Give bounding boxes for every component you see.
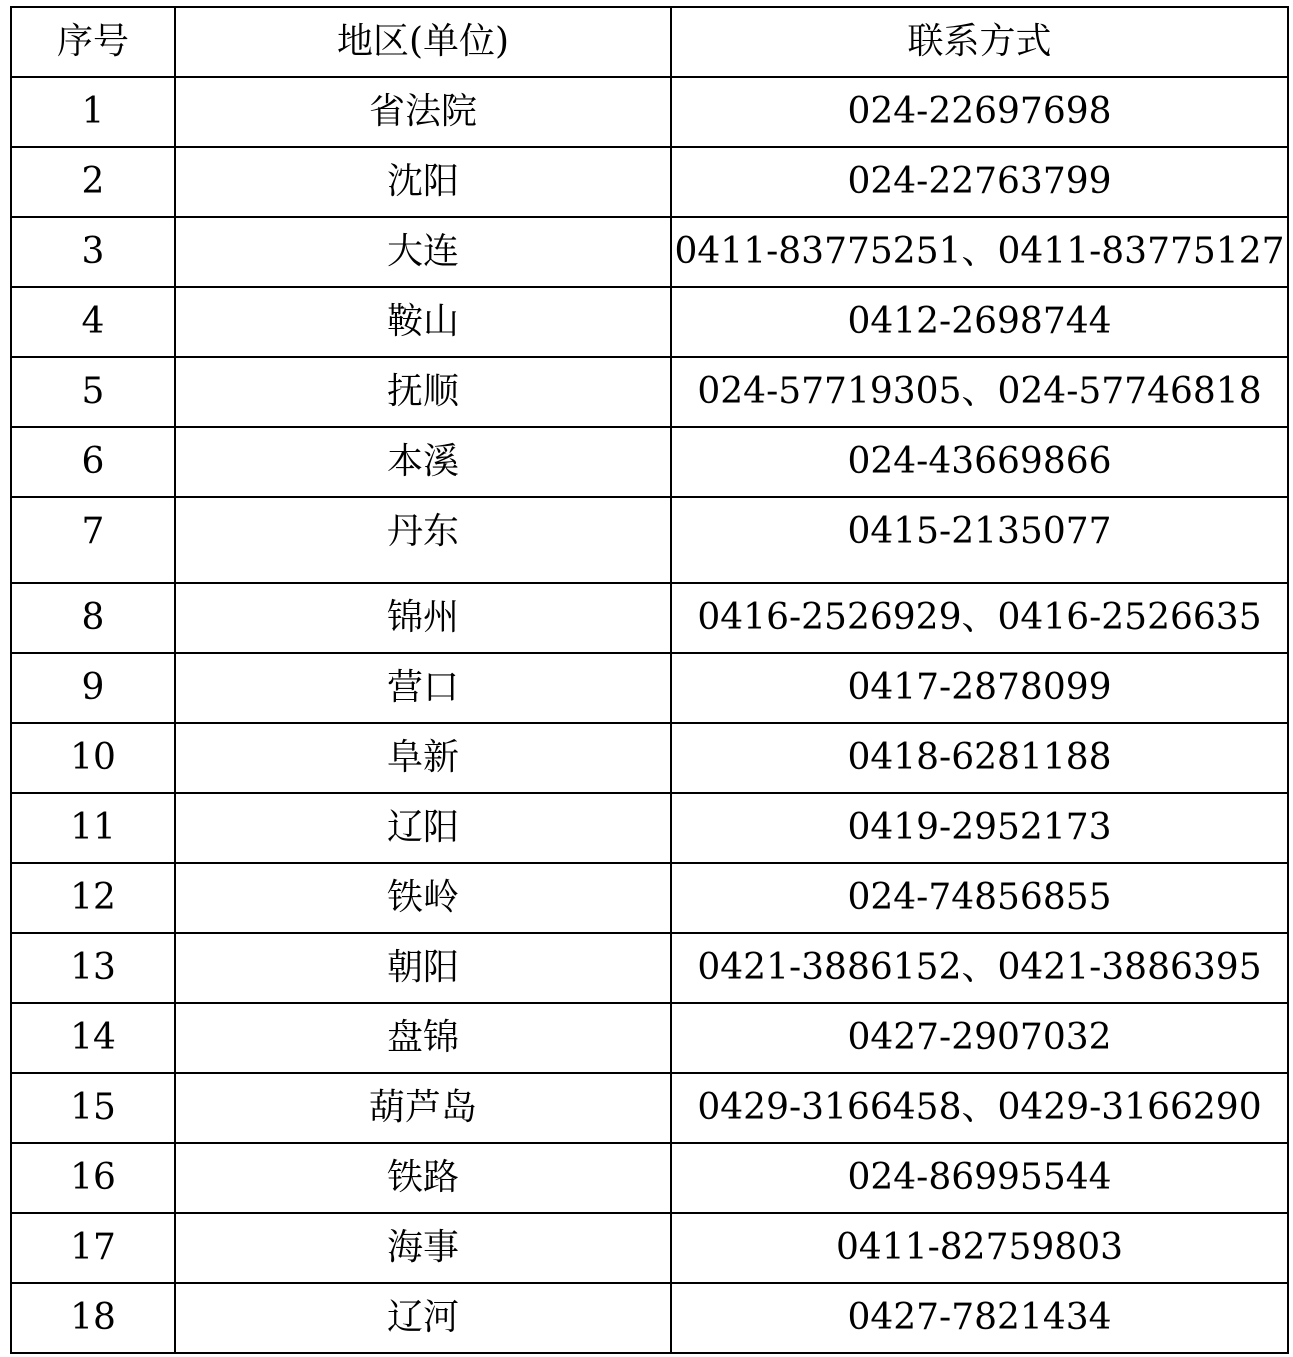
row-index: 4	[11, 287, 175, 357]
table-row	[11, 1283, 1288, 1353]
row-contact: 0417-2878099	[671, 653, 1288, 723]
header-contact: 联系方式	[671, 7, 1288, 77]
table-row	[11, 1073, 1288, 1143]
table-row	[11, 583, 1288, 653]
row-contact: 0411-83775251、0411-83775127	[671, 217, 1288, 287]
contact-table	[10, 6, 1289, 1354]
row-index: 16	[11, 1143, 175, 1213]
row-contact: 0412-2698744	[671, 287, 1288, 357]
row-region: 锦州	[175, 583, 671, 653]
row-region: 抚顺	[175, 357, 671, 427]
table-row	[11, 147, 1288, 217]
row-index: 17	[11, 1213, 175, 1283]
row-contact: 024-74856855	[671, 863, 1288, 933]
table-row	[11, 1213, 1288, 1283]
row-contact: 024-57719305、024-57746818	[671, 357, 1288, 427]
row-index: 14	[11, 1003, 175, 1073]
row-index: 9	[11, 653, 175, 723]
row-region: 铁岭	[175, 863, 671, 933]
row-region: 阜新	[175, 723, 671, 793]
table-row	[11, 357, 1288, 427]
row-region: 朝阳	[175, 933, 671, 1003]
row-contact: 0421-3886152、0421-3886395	[671, 933, 1288, 1003]
row-index: 6	[11, 427, 175, 497]
row-index: 2	[11, 147, 175, 217]
table-row	[11, 1143, 1288, 1213]
row-contact: 024-43669866	[671, 427, 1288, 497]
row-contact: 0418-6281188	[671, 723, 1288, 793]
row-region: 辽阳	[175, 793, 671, 863]
row-contact: 0419-2952173	[671, 793, 1288, 863]
row-region: 本溪	[175, 427, 671, 497]
row-region: 大连	[175, 217, 671, 287]
table-row	[11, 793, 1288, 863]
row-region: 海事	[175, 1213, 671, 1283]
row-region: 葫芦岛	[175, 1073, 671, 1143]
row-contact: 0429-3166458、0429-3166290	[671, 1073, 1288, 1143]
row-region: 辽河	[175, 1283, 671, 1353]
row-region: 省法院	[175, 77, 671, 147]
row-index: 18	[11, 1283, 175, 1353]
row-index: 12	[11, 863, 175, 933]
table-row	[11, 1003, 1288, 1073]
table-header-row	[11, 7, 1288, 77]
row-contact: 024-22763799	[671, 147, 1288, 217]
row-region: 营口	[175, 653, 671, 723]
table-row	[11, 723, 1288, 793]
row-index: 8	[11, 583, 175, 653]
table-row	[11, 497, 1288, 583]
table-row	[11, 287, 1288, 357]
row-contact: 0411-82759803	[671, 1213, 1288, 1283]
table-row	[11, 427, 1288, 497]
row-contact: 0416-2526929、0416-2526635	[671, 583, 1288, 653]
row-region: 鞍山	[175, 287, 671, 357]
row-index: 7	[11, 497, 175, 583]
header-region: 地区(单位)	[175, 7, 671, 77]
table-row	[11, 863, 1288, 933]
header-index: 序号	[11, 7, 175, 77]
row-contact: 0427-2907032	[671, 1003, 1288, 1073]
row-index: 11	[11, 793, 175, 863]
table-row	[11, 933, 1288, 1003]
row-region: 铁路	[175, 1143, 671, 1213]
row-region: 丹东	[175, 497, 671, 583]
table-row	[11, 217, 1288, 287]
row-contact: 0427-7821434	[671, 1283, 1288, 1353]
row-index: 5	[11, 357, 175, 427]
row-region: 盘锦	[175, 1003, 671, 1073]
row-contact: 024-22697698	[671, 77, 1288, 147]
table-row	[11, 653, 1288, 723]
row-index: 3	[11, 217, 175, 287]
row-region: 沈阳	[175, 147, 671, 217]
table-row	[11, 77, 1288, 147]
row-index: 13	[11, 933, 175, 1003]
row-index: 1	[11, 77, 175, 147]
row-index: 15	[11, 1073, 175, 1143]
row-index: 10	[11, 723, 175, 793]
row-contact: 024-86995544	[671, 1143, 1288, 1213]
row-contact: 0415-2135077	[671, 497, 1288, 583]
